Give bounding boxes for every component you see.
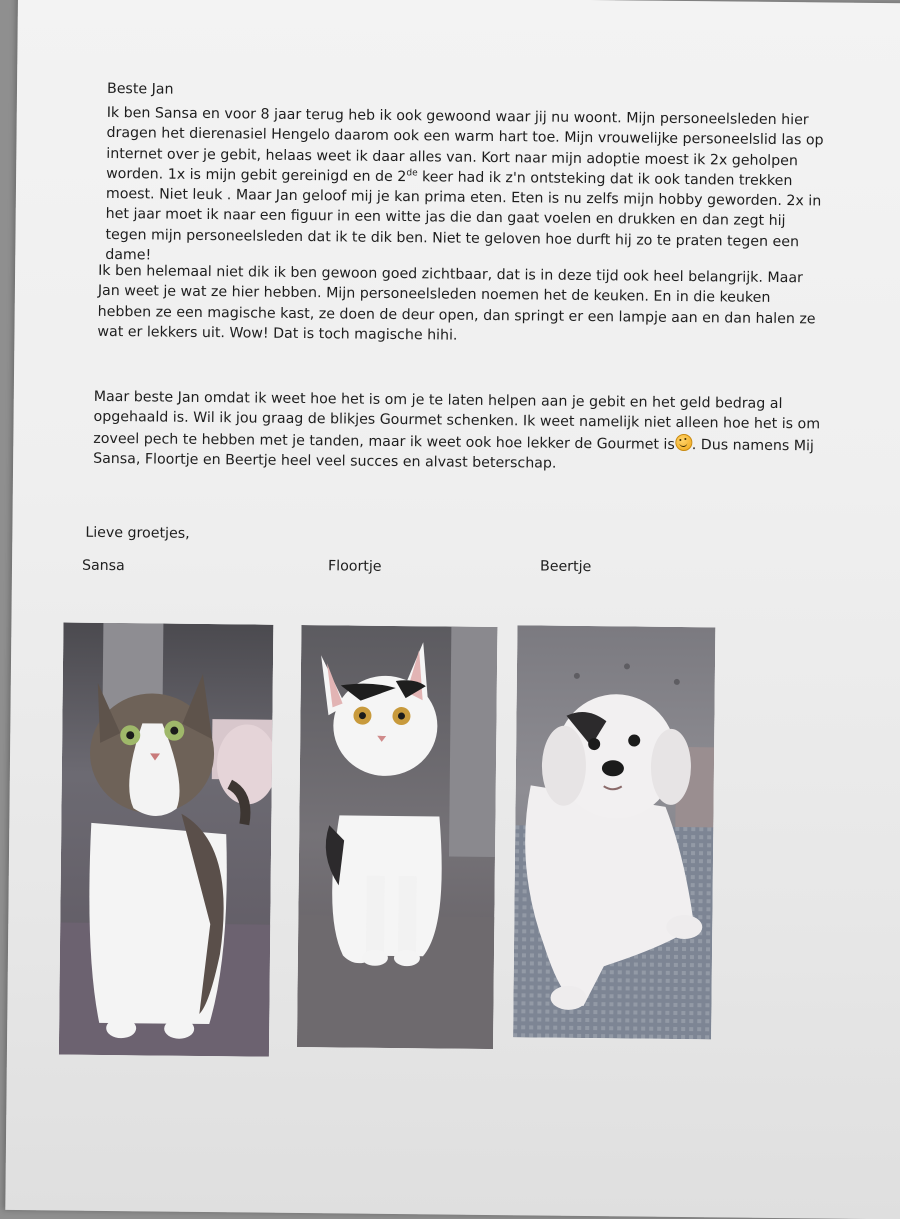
paragraph-1-part-b: keer had ik z'n ontsteking dat ik ook tanden trekken moest. Niet leuk . Maar Jan geloof mij je kan prima eten. Eten is nu zelfs mijn hobby geworden. 2x in het jaar moet ik naar een figuur in een witte jas die dan gaat voelen en drukken en dan zegt hij tegen mijn personeelsleden dat ik te dik ben. Niet te geloven hoe durft hij zo te praten tegen een dame! [105,169,822,264]
photo-beertje-dog [513,625,715,1039]
paragraph-3 [93,387,829,477]
paragraph-1 [105,103,827,273]
ordinal-superscript: de [406,168,418,179]
signature-name-sansa: Sansa [81,557,125,575]
paragraph-2-text: Ik ben helemaal niet dik ik ben gewoon goed zichtbaar, dat is in deze tijd ook heel belangrijk. Maar Jan weet je wat ze hier hebben. Mijn personeelsleden noemen het de keuken. En in die keuken hebben ze een magische kast, ze doen de deur open, dan springt er een lampje aan en dan halen ze wat er lekkers uit. Wow! Dat is toch magische hihi. [97,262,816,344]
paragraph-1-part-a: Ik ben Sansa en voor 8 jaar terug heb ik ook gewoond waar jij nu woont. Mijn personeelsleden hier dragen het dierenasiel Hengelo daarom ook een warm hart toe. Mijn vrouwelijke personeelslid las op internet over je gebit, helaas weet ik daar alles van. Kort naar mijn adoptie moest ik 2x geholpen worden. 1x is mijn gebit gereinigd en de 2 [106,104,824,185]
paragraph-2 [97,261,818,350]
closing-line: Lieve groetjes, [85,524,190,542]
letter-sheet [5,0,900,1219]
photo-sansa-cat [59,623,274,1057]
signature-name-beertje: Beertje [539,558,592,576]
photo-floortje-cat [297,625,497,1049]
paragraph-3-part-a: Maar beste Jan omdat ik weet hoe het is om je te laten helpen aan je gebit en het geld bedrag al opgehaald is. Wil ik jou graag de blikjes Gourmet schenken. Ik weet namelijk niet alleen hoe het is om zoveel pech te hebben met je tanden, maar ik weet ook hoe lekker de Gourmet is [93,388,821,453]
signature-name-floortje: Floortje [327,558,382,575]
paragraph-3-part-b: . Dus namens Mij Sansa, Floortje en Beertje heel veel succes en alvast beterschap. [93,436,814,472]
winking-face-icon [675,433,692,450]
salutation: Beste Jan [106,80,174,98]
